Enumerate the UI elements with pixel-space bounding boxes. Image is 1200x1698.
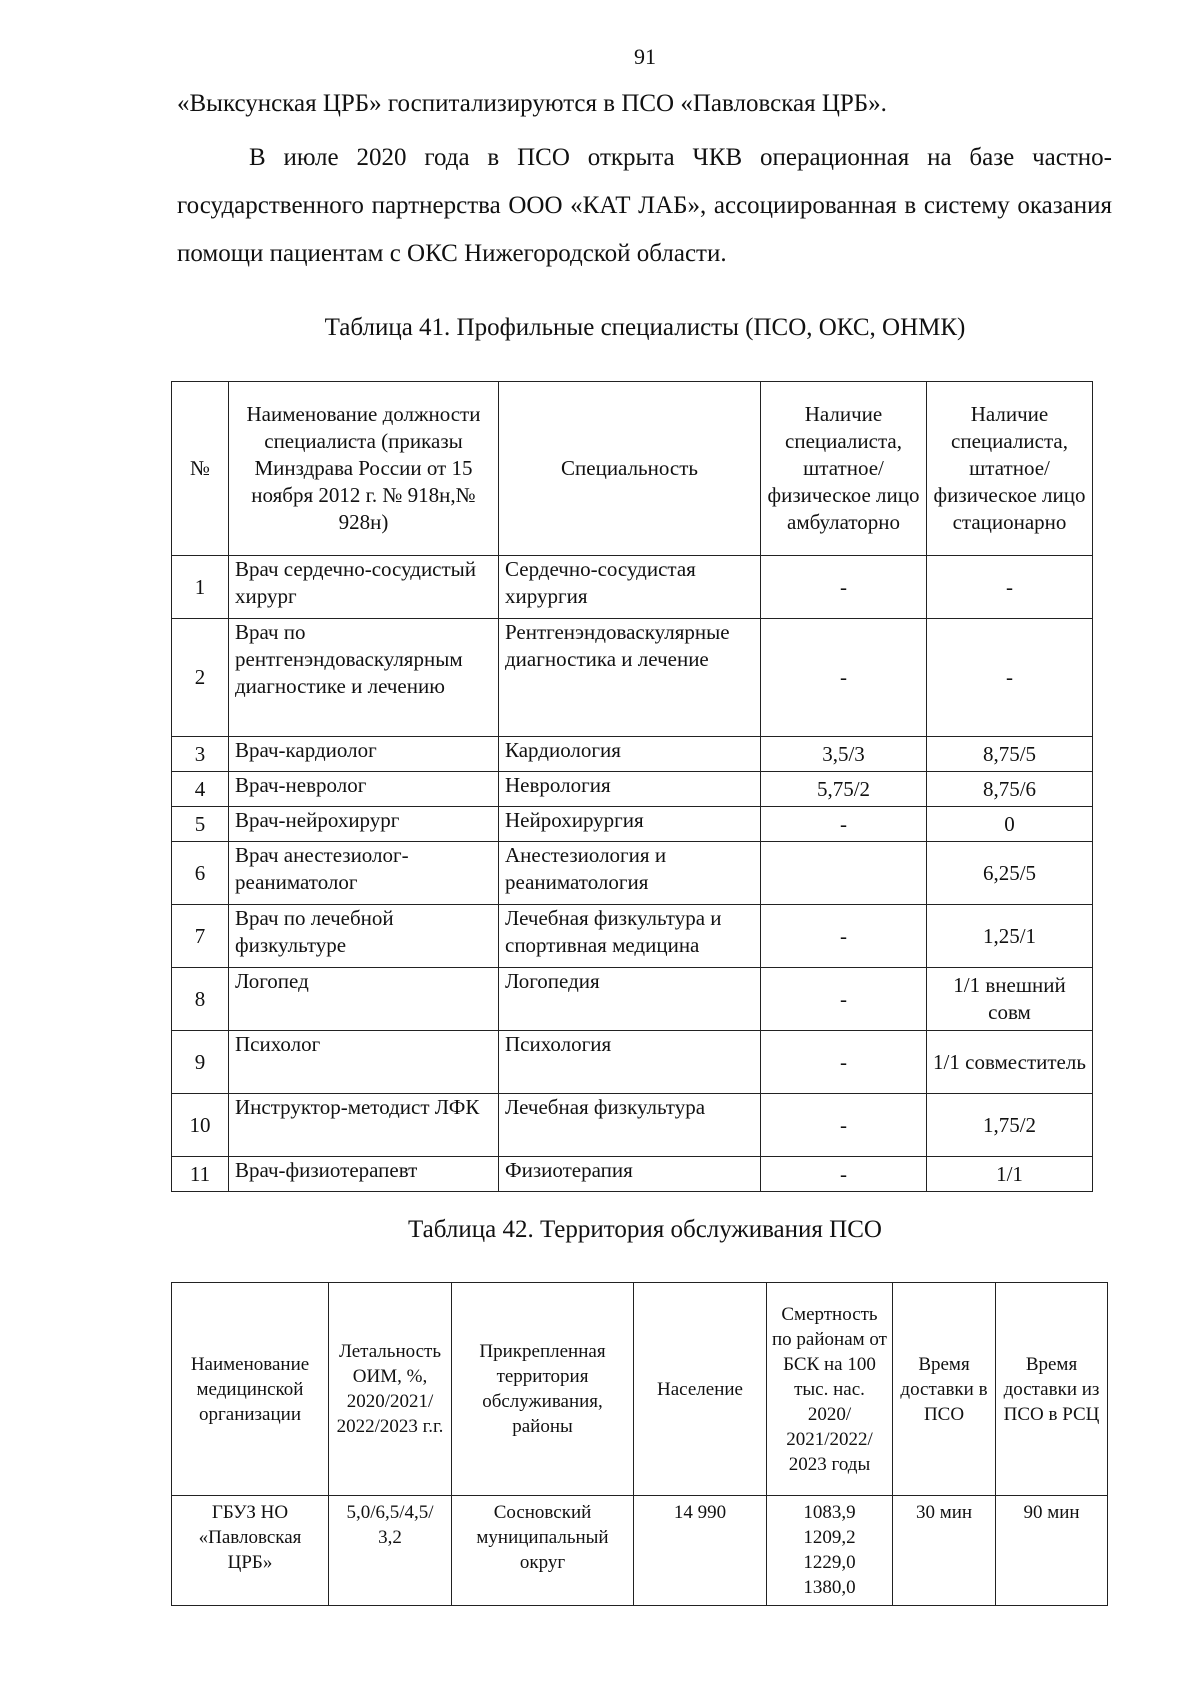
row-position: Врач-физиотерапевт xyxy=(229,1157,499,1192)
row-specialty: Лечебная физкультура xyxy=(499,1094,761,1157)
row-inpatient: 1/1 xyxy=(927,1157,1093,1192)
table-row xyxy=(172,619,1093,737)
row-specialty: Рентгенэндоваскулярные диагностика и лечение xyxy=(499,619,761,737)
row-inpatient: 8,75/5 xyxy=(927,737,1093,772)
table-row xyxy=(172,968,1093,1031)
header-delivery-rsc: Время доставки из ПСО в РСЦ xyxy=(996,1283,1108,1496)
row-ambulatory: - xyxy=(761,807,927,842)
row-specialty: Нейрохирургия xyxy=(499,807,761,842)
header-num: № xyxy=(172,382,229,556)
row-specialty: Неврология xyxy=(499,772,761,807)
row-position: Психолог xyxy=(229,1031,499,1094)
header-position: Наименование должности специалиста (приказы Минздрава России от 15 ноября 2012 г. № 918н,№ 928н) xyxy=(229,382,499,556)
row-inpatient: 0 xyxy=(927,807,1093,842)
row-population: 14 990 xyxy=(634,1496,767,1606)
header-org: Наименование медицинской организации xyxy=(172,1283,329,1496)
row-inpatient: 8,75/6 xyxy=(927,772,1093,807)
mortality-2023: 1380,0 xyxy=(803,1577,856,1598)
row-num: 9 xyxy=(172,1031,229,1094)
row-ambulatory: - xyxy=(761,905,927,968)
row-ambulatory xyxy=(761,842,927,905)
row-delivery-rsc: 90 мин xyxy=(996,1496,1108,1606)
row-num: 7 xyxy=(172,905,229,968)
row-position: Врач-нейрохирург xyxy=(229,807,499,842)
row-specialty: Психология xyxy=(499,1031,761,1094)
row-position: Врач по лечебной физкультуре xyxy=(229,905,499,968)
row-num: 10 xyxy=(172,1094,229,1157)
table-row xyxy=(172,556,1093,619)
row-ambulatory: - xyxy=(761,1031,927,1094)
row-ambulatory: 5,75/2 xyxy=(761,772,927,807)
table-row xyxy=(172,737,1093,772)
row-specialty: Логопедия xyxy=(499,968,761,1031)
row-inpatient: - xyxy=(927,619,1093,737)
header-delivery-pso: Время доставки в ПСО xyxy=(893,1283,996,1496)
row-ambulatory: - xyxy=(761,619,927,737)
row-inpatient: - xyxy=(927,556,1093,619)
row-position: Врач по рентгенэндоваскулярным диагностике и лечению xyxy=(229,619,499,737)
row-specialty: Анестезиология и реаниматология xyxy=(499,842,761,905)
table-row xyxy=(172,905,1093,968)
paragraph-2: В июле 2020 года в ПСО открыта ЧКВ операционная на базе частно-государственного партнерства ООО «КАТ ЛАБ», ассоциированная в систему оказания помощи пациентам с ОКС Нижегородской области. xyxy=(177,144,1112,267)
row-territory: Сосновский муниципальный округ xyxy=(452,1496,634,1606)
mortality-2021: 1209,2 xyxy=(803,1527,856,1548)
row-num: 5 xyxy=(172,807,229,842)
row-num: 1 xyxy=(172,556,229,619)
row-org: ГБУЗ НО «Павловская ЦРБ» xyxy=(172,1496,329,1606)
table-row xyxy=(172,1094,1093,1157)
row-inpatient: 6,25/5 xyxy=(927,842,1093,905)
row-num: 3 xyxy=(172,737,229,772)
table-row xyxy=(172,772,1093,807)
mortality-2020: 1083,9 xyxy=(803,1502,856,1523)
row-mortality xyxy=(767,1496,893,1606)
row-lethality: 5,0/6,5/4,5/ 3,2 xyxy=(329,1496,452,1606)
row-inpatient: 1,75/2 xyxy=(927,1094,1093,1157)
row-position: Врач-невролог xyxy=(229,772,499,807)
row-num: 4 xyxy=(172,772,229,807)
table-42-caption: Таблица 42. Территория обслуживания ПСО xyxy=(408,1216,882,1243)
header-specialty: Специальность xyxy=(499,382,761,556)
table-row xyxy=(172,842,1093,905)
row-num: 8 xyxy=(172,968,229,1031)
header-lethality: Летальность ОИМ, %, 2020/2021/ 2022/2023 г.г. xyxy=(329,1283,452,1496)
row-specialty: Сердечно-сосудистая хирургия xyxy=(499,556,761,619)
mortality-2022: 1229,0 xyxy=(803,1552,856,1573)
row-ambulatory: 3,5/3 xyxy=(761,737,927,772)
row-num: 2 xyxy=(172,619,229,737)
table-row xyxy=(172,807,1093,842)
row-specialty: Физиотерапия xyxy=(499,1157,761,1192)
row-ambulatory: - xyxy=(761,1094,927,1157)
row-position: Врач анестезиолог-реаниматолог xyxy=(229,842,499,905)
row-ambulatory: - xyxy=(761,968,927,1031)
row-inpatient: 1/1 совместитель xyxy=(927,1031,1093,1094)
table-header-row xyxy=(172,382,1093,556)
row-specialty: Лечебная физкультура и спортивная медицина xyxy=(499,905,761,968)
row-inpatient: 1/1 внешний совм xyxy=(927,968,1093,1031)
header-population: Население xyxy=(634,1283,767,1496)
row-position: Инструктор-методист ЛФК xyxy=(229,1094,499,1157)
table-row xyxy=(172,1157,1093,1192)
row-position: Врач сердечно-сосудистый хирург xyxy=(229,556,499,619)
specialists-table xyxy=(171,381,1093,1192)
row-num: 6 xyxy=(172,842,229,905)
table-41-caption: Таблица 41. Профильные специалисты (ПСО, ОКС, ОНМК) xyxy=(324,314,966,341)
header-ambulatory: Наличие специалиста, штатное/физическое лицо амбулаторно xyxy=(761,382,927,556)
row-inpatient: 1,25/1 xyxy=(927,905,1093,968)
row-position: Врач-кардиолог xyxy=(229,737,499,772)
row-ambulatory: - xyxy=(761,1157,927,1192)
row-delivery-pso: 30 мин xyxy=(893,1496,996,1606)
row-position: Логопед xyxy=(229,968,499,1031)
table-row xyxy=(172,1031,1093,1094)
header-territory: Прикрепленная территория обслуживания, районы xyxy=(452,1283,634,1496)
page-number: 91 xyxy=(634,44,656,69)
paragraph-1: «Выксунская ЦРБ» госпитализируются в ПСО «Павловская ЦРБ». xyxy=(177,90,887,117)
header-inpatient: Наличие специалиста, штатное/физическое лицо стационарно xyxy=(927,382,1093,556)
row-specialty: Кардиология xyxy=(499,737,761,772)
header-mortality: Смертность по районам от БСК на 100 тыс. нас. 2020/ 2021/2022/ 2023 годы xyxy=(767,1283,893,1496)
row-num: 11 xyxy=(172,1157,229,1192)
table-row xyxy=(172,1496,1108,1606)
table-header-row xyxy=(172,1283,1108,1496)
row-ambulatory: - xyxy=(761,556,927,619)
territory-table xyxy=(171,1282,1108,1606)
